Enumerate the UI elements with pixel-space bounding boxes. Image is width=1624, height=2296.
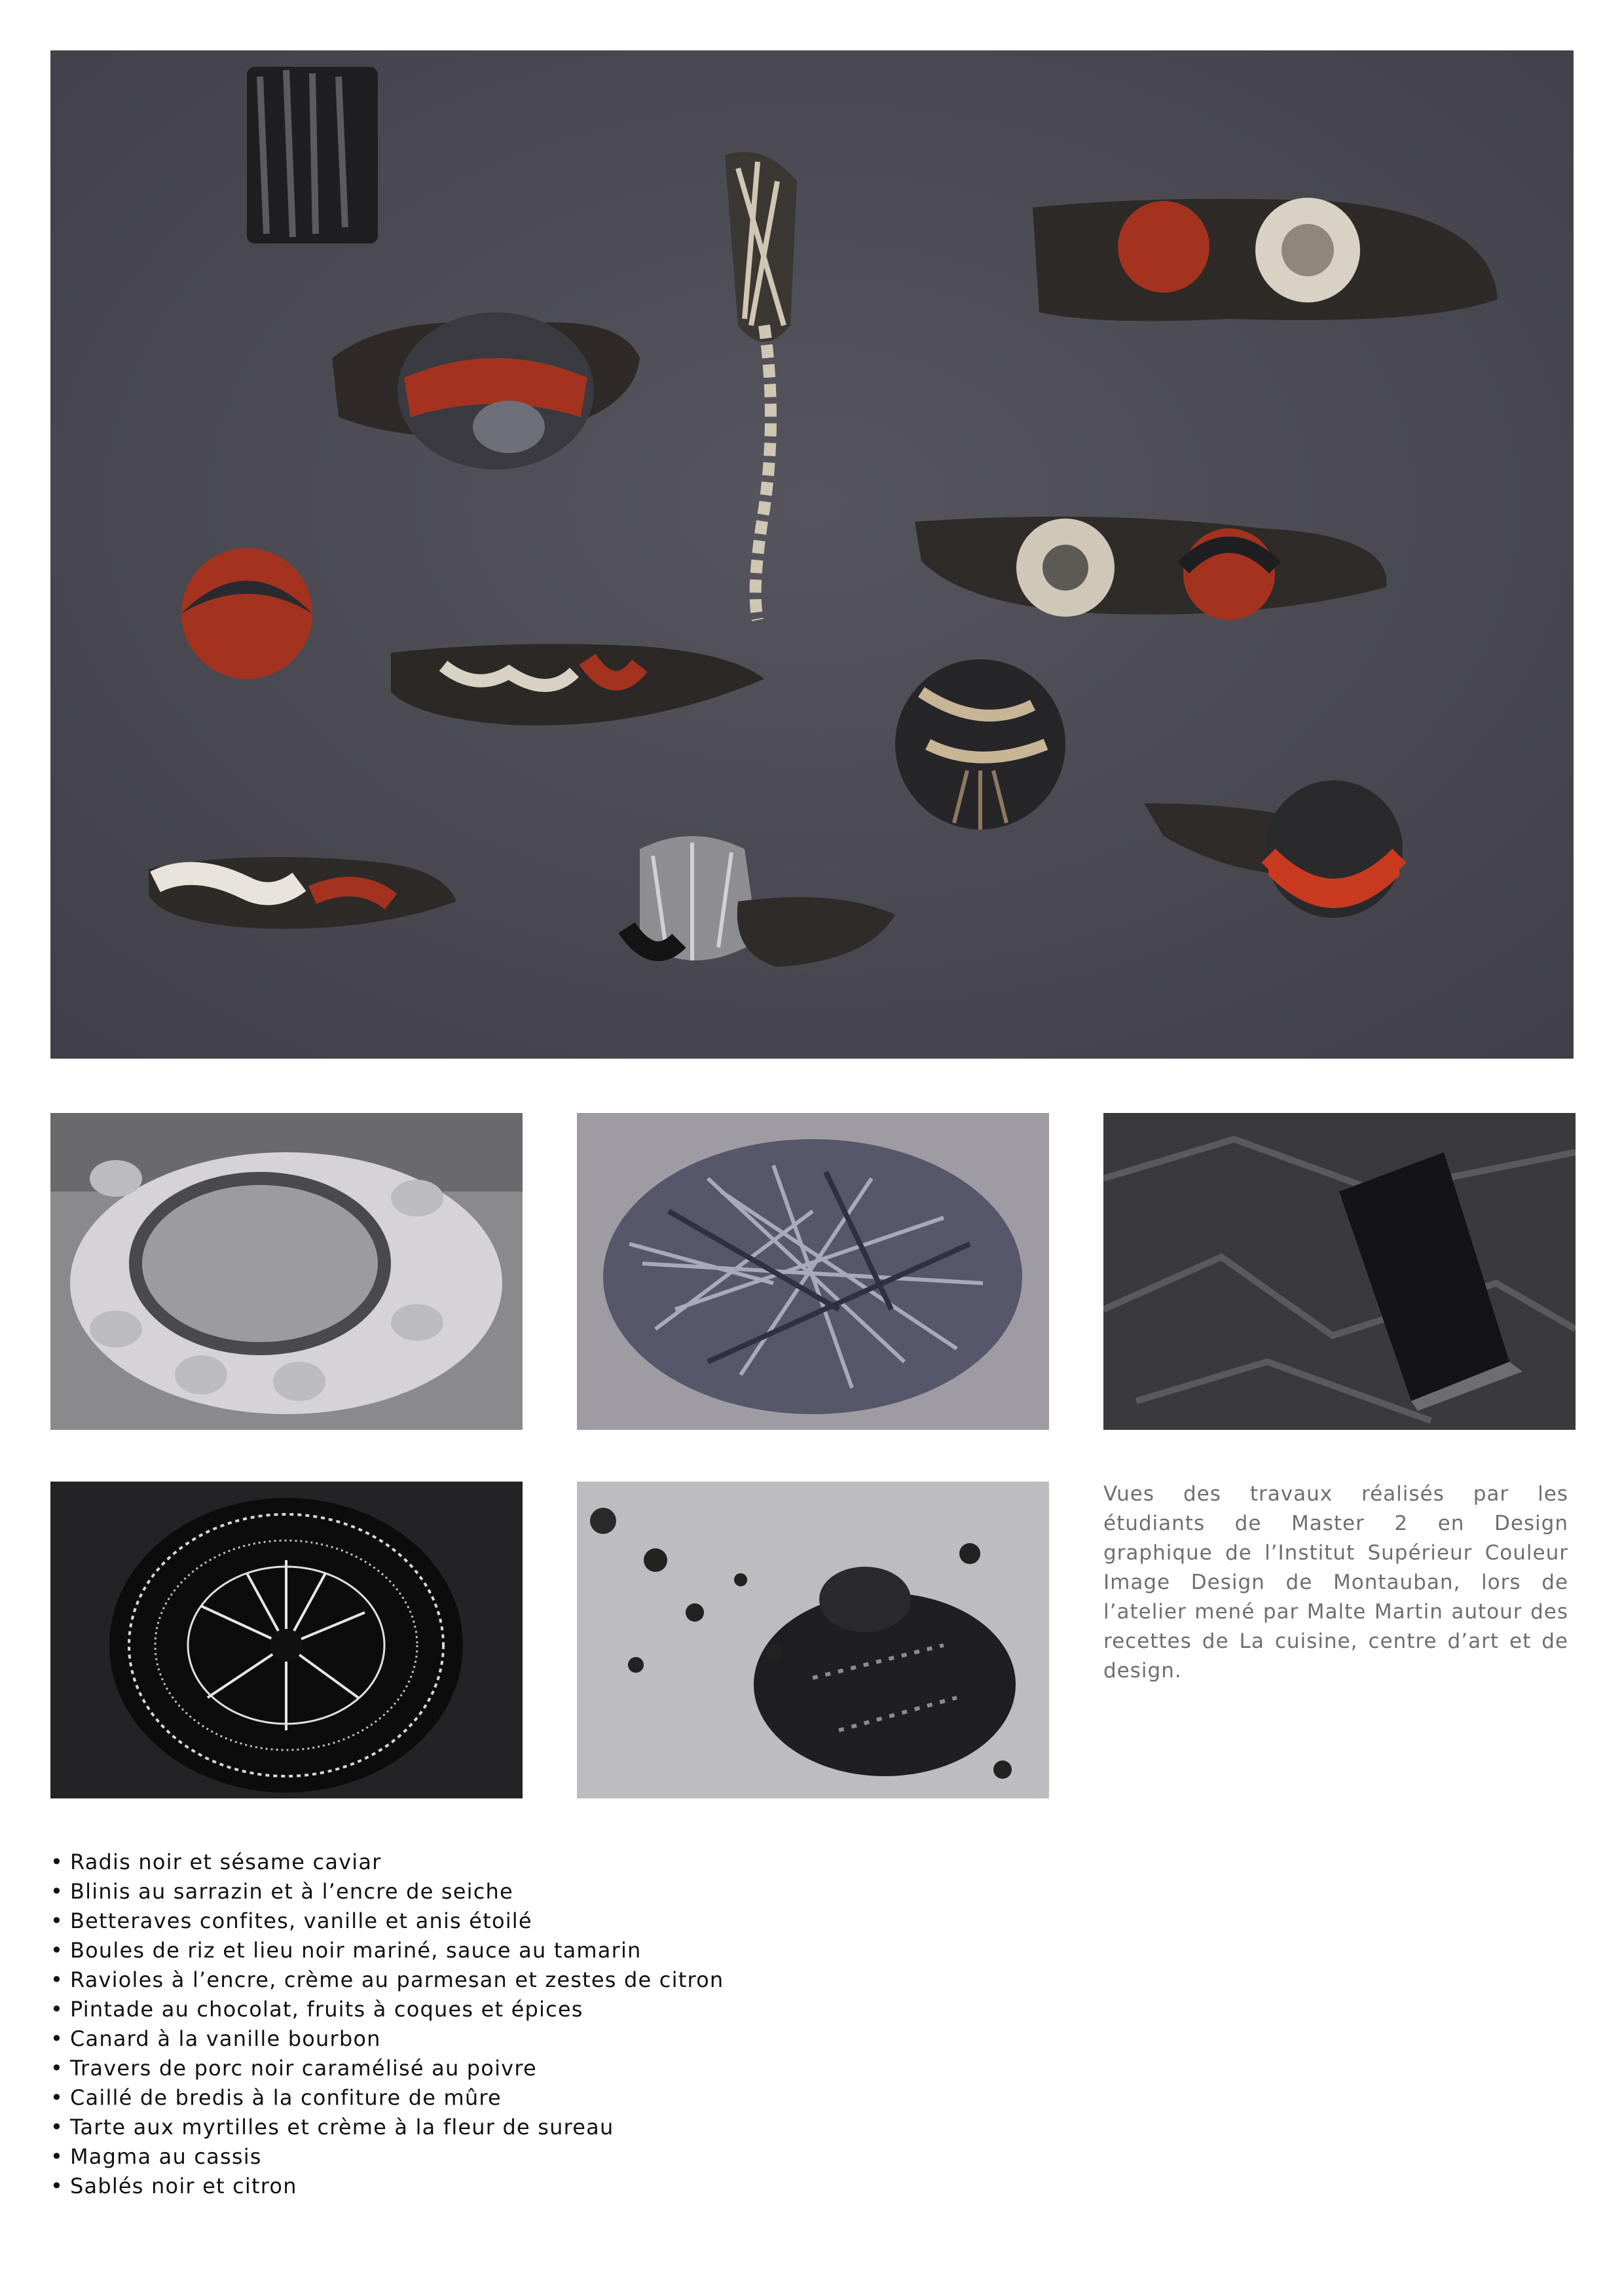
list-item: • Sablés noir et citron [50,2172,724,2201]
list-item: • Magma au cassis [50,2142,724,2172]
recipe-list [50,1848,724,2201]
photo-decorated-black-plate [50,1482,523,1798]
list-item: • Caillé de bredis à la confiture de mûre [50,2083,724,2113]
photo-paper-strips-nest [577,1113,1049,1430]
list-item: • Boules de riz et lieu noir mariné, sauce au tamarin [50,1936,724,1965]
photo-caption: Vues des travaux réalisés par les étudiants de Master 2 en Design graphique de l’Institut Supérieur Couleur Image Design de Montauban, lors de l’atelier mené par Malte Martin autour des recettes de La cuisine, centre d’art et de design. [1103,1482,1568,1683]
list-item: • Pintade au chocolat, fruits à coques et épices [50,1995,724,2024]
piece-black-knit-square [247,67,378,244]
hero-photo-textile-pieces [50,50,1574,1059]
list-item: • Tarte aux myrtilles et crème à la fleur de sureau [50,2113,724,2142]
list-item: • Betteraves confites, vanille et anis étoilé [50,1906,724,1936]
piece-woven-disc [895,659,1065,829]
photo-granular-black-mound [577,1482,1049,1798]
photo-black-box-crumpled-paper [1103,1113,1576,1430]
piece-red-ball [181,548,312,679]
list-item: • Radis noir et sésame caviar [50,1848,724,1877]
list-item: • Blinis au sarrazin et à l’encre de seiche [50,1877,724,1906]
list-item: • Travers de porc noir caramélisé au poivre [50,2054,724,2083]
photo-caviar-plate-spoons [50,1113,523,1430]
list-item: • Canard à la vanille bourbon [50,2024,724,2054]
list-item: • Ravioles à l’encre, crème au parmesan et zestes de citron [50,1965,724,1995]
